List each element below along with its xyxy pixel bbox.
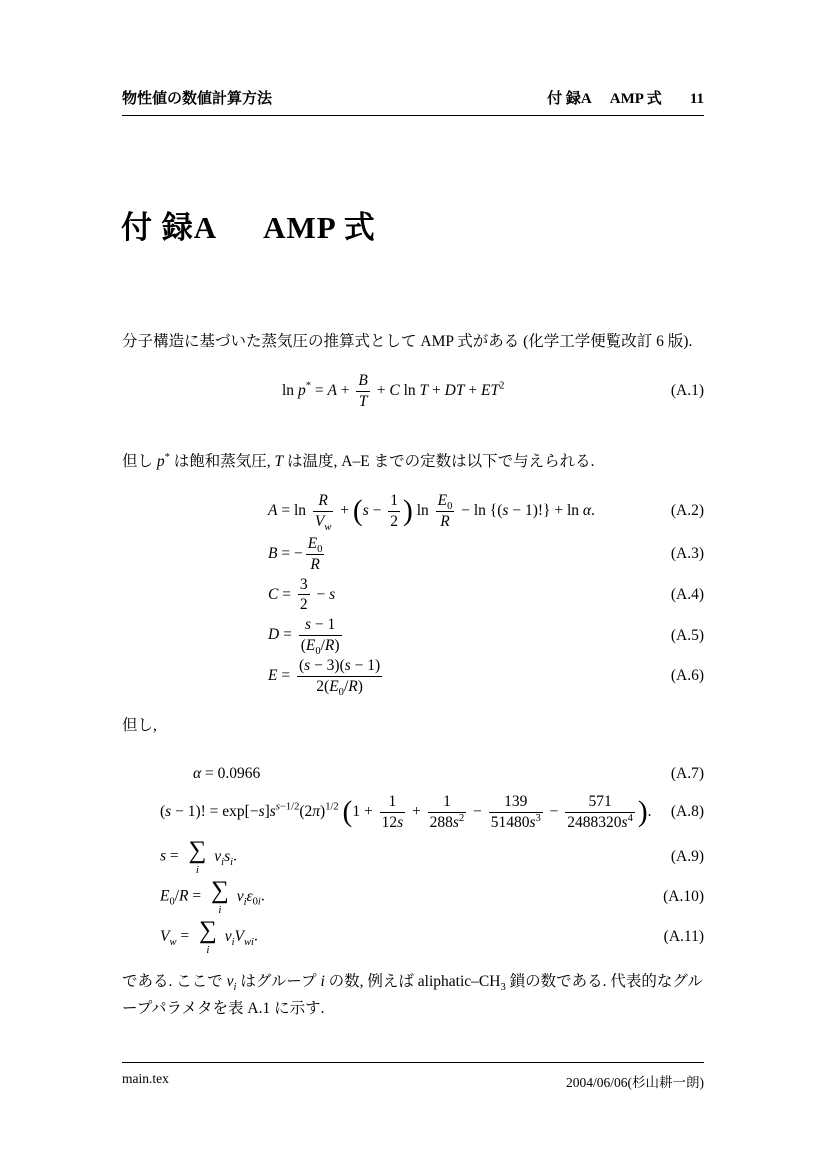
- equation-a11-body: $V_w$ = ∑ i $\nu_iV_{wi}$.: [160, 917, 258, 956]
- equation-group-main: [122, 372, 704, 411]
- paragraph-tadashi: 但し,: [122, 716, 157, 734]
- equation-a9-tag: (A.9): [670, 848, 704, 865]
- equation-a6: [122, 657, 704, 696]
- paragraph-intro: 分子構造に基づいた蒸気圧の推算式として AMP 式がある (化学工学便覧改訂 6 版).: [122, 332, 693, 350]
- chapter-title: [121, 202, 376, 247]
- equation-a3-body: B = − $\frac{E_0}{R}$: [268, 535, 323, 573]
- paragraph-closing: である. ここで $\nu_i$ はグループ i の数, 例えば aliphatic–$CH_3$ 鎖の数である. 代表的なグループパラメタを表 A.1 に示す.: [122, 972, 703, 1018]
- equation-a8-body: (s − 1)! = $\exp[-s]s^{s-1/2}(2\pi)^{1/2}$ (1 + $\frac{1}{12s}$ + $\frac{1}{288s^2}$ − $\frac{139}{51480s^3}$ − $\frac{571}{2488320s^4}$ ).: [160, 792, 652, 831]
- equation-a10-body: $E_0/R$ = ∑ i $\nu_i\varepsilon_{0i}$.: [160, 877, 265, 916]
- equation-a4: [122, 576, 704, 615]
- equation-a8: [122, 790, 704, 834]
- equation-a9-body: s = ∑ i $\nu_is_i$.: [160, 837, 237, 876]
- equation-a7: [122, 762, 704, 786]
- equation-a3-tag: (A.3): [670, 545, 704, 563]
- equation-a11: [122, 918, 704, 956]
- equation-a4-tag: (A.4): [670, 585, 704, 603]
- equation-a7-tag: (A.7): [670, 765, 704, 782]
- header-appendix-label: 付 録A: [547, 91, 592, 107]
- equation-a9: [122, 838, 704, 876]
- page-header: [122, 87, 704, 116]
- equation-a10-tag: (A.10): [663, 888, 704, 905]
- equation-a1: [122, 372, 704, 411]
- equation-a5: [122, 616, 704, 658]
- header-running-title: 物性値の数値計算方法: [122, 91, 273, 107]
- header-page-number: 11: [689, 91, 704, 107]
- equation-a1-tag: (A.1): [670, 382, 704, 400]
- equation-a6-tag: (A.6): [670, 667, 704, 685]
- header-doc-title: AMP 式: [609, 91, 662, 107]
- equation-a10: [122, 878, 704, 916]
- equation-a8-tag: (A.8): [670, 803, 704, 820]
- equation-a2-body: A = ln $\frac{R}{V_w}$ + (s − $\frac{1}{2}$ ) ln $\frac{E_0}{R}$ − ln {(s − 1)!} + ln α.: [268, 491, 595, 533]
- equation-a11-tag: (A.11): [663, 928, 704, 945]
- equation-a2: [122, 490, 704, 532]
- equation-group-constants: [122, 490, 704, 698]
- equation-a1-body: ln p* = A + $\frac{B}{T}$ + C ln T + DT + $ET^2$: [282, 372, 505, 410]
- footer-date-author: 2004/06/06(杉山耕一朗): [566, 1075, 704, 1090]
- paragraph-constants: 但し p* は飽和蒸気圧, T は温度, A–E までの定数は以下で与えられる.: [122, 451, 595, 470]
- equation-group-definitions: [122, 762, 704, 958]
- chapter-title-name: AMP 式: [263, 210, 376, 245]
- equation-a2-tag: (A.2): [670, 502, 704, 519]
- equation-a5-tag: (A.5): [670, 626, 704, 644]
- chapter-title-appendix: 付 録A: [121, 210, 218, 245]
- equation-a4-body: C = $\frac{3}{2}$ − s: [268, 575, 336, 614]
- equation-a5-body: D = $\frac{s - 1}{(E_0/R)}$: [268, 616, 340, 658]
- equation-a7-body: α = 0.0966: [193, 765, 261, 782]
- header-right-group: [547, 87, 704, 108]
- equation-a6-body: E = $\frac{(s - 3)(s - 1)}{2(E_0/R)}$: [268, 656, 381, 698]
- page-footer: [122, 1062, 704, 1091]
- footer-filename: main.tex: [122, 1071, 169, 1086]
- equation-a3: [122, 535, 704, 574]
